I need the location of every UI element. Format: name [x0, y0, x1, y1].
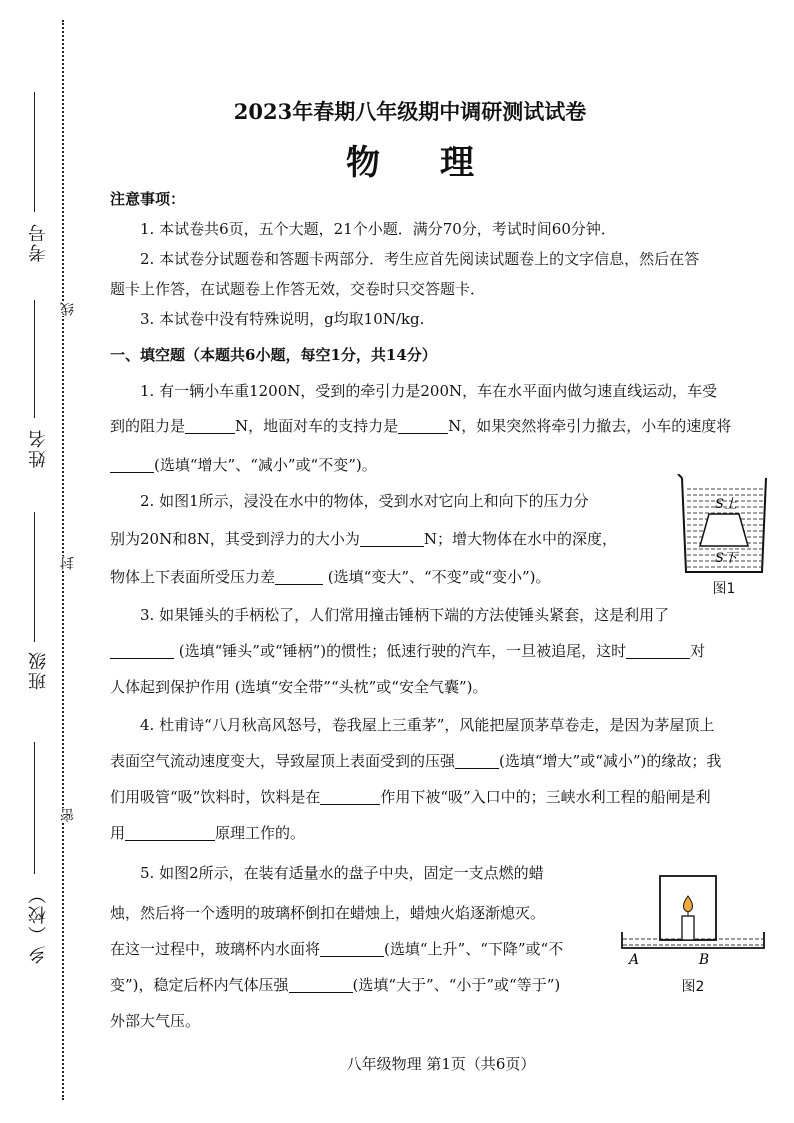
page-footer: 八年级物理 第1页（共6页） [346, 1055, 536, 1073]
q2-line2: 别为20N和8N，其受到浮力的大小为 N；增大物体在水中的深度， [110, 530, 618, 548]
figure-2-caption: 图2 [681, 979, 705, 995]
bottom-surface-label: S下 [715, 551, 737, 566]
q4-line1: 4. 杜甫诗“八月秋高风怒号，卷我屋上三重茅”，风能把屋顶茅草卷走，是因为茅屋顶上 [140, 716, 715, 734]
point-a-label: A [628, 952, 640, 968]
exam-no-line [34, 92, 35, 212]
answer-blank[interactable] [125, 822, 215, 841]
exam-title: 2023年春期八年级期中调研测试试卷 [233, 99, 587, 124]
exam-no-label: 考号 [28, 222, 49, 262]
answer-blank[interactable] [289, 974, 353, 993]
mark-seal-char: 封 [60, 556, 76, 570]
subject-title: 物理 [346, 143, 534, 183]
figure-1-caption: 图1 [712, 581, 736, 597]
answer-blank[interactable] [360, 528, 424, 547]
answer-blank[interactable] [398, 415, 448, 434]
q3-line2: (选填“锤头”或“锤柄”)的惯性；低速行驶的汽车，一旦被追尾，这时 对 [110, 636, 772, 666]
candle-cup-diagram [618, 870, 768, 970]
note-item: 题卡上作答，在试题卷上作答无效，交卷时只交答题卡． [110, 280, 486, 298]
answer-blank[interactable] [320, 938, 384, 957]
answer-blank[interactable] [110, 640, 174, 659]
class-line [34, 512, 35, 642]
answer-blank[interactable] [275, 566, 323, 585]
q5-line5: 外部大气压。 [110, 1012, 201, 1030]
note-item: 1. 本试卷共6页，五个大题，21个小题．满分70分，考试时间60分钟． [140, 220, 616, 238]
school-line [34, 742, 35, 874]
figure-2 [618, 870, 768, 996]
q2-line3: 物体上下表面所受压力差 (选填“变大”、“不变”或“变小”)。 [110, 568, 551, 586]
q3-line1: 3. 如果锤头的手柄松了，人们常用撞击锤柄下端的方法使锤头紧套，这是利用了 [140, 606, 670, 624]
notes-heading: 注意事项： [110, 190, 186, 208]
answer-blank[interactable] [320, 786, 380, 805]
point-b-label: B [698, 952, 710, 968]
top-surface-label: S上 [715, 497, 737, 512]
q1-line3: (选填“增大”、“减小”或“不变”)。 [110, 450, 772, 480]
q5-line3: 在这一过程中，玻璃杯内水面将 (选填“上升”、“下降”或“不 [110, 940, 564, 958]
class-label: 班级 [28, 650, 49, 690]
q1-line2: 到的阻力是 N，地面对车的支持力是 N，如果突然将牵引力撤去，小车的速度将 [110, 417, 732, 435]
q5-line1: 5. 如图2所示，在装有适量水的盘子中央，固定一支点燃的蜡 [140, 864, 544, 882]
q5-line4: 变”)，稳定后杯内气体压强 (选填“大于”、“小于”或“等于”) [110, 976, 561, 994]
mark-secret-char: 密 [60, 808, 76, 822]
answer-blank[interactable] [626, 640, 690, 659]
name-label: 姓名 [28, 428, 49, 468]
q5-line2: 烛，然后将一个透明的玻璃杯倒扣在蜡烛上，蜡烛火焰逐渐熄灭。 [110, 904, 546, 922]
q4-line4: 用 原理工作的。 [110, 824, 306, 842]
q4-line3: 们用吸管“吸”饮料时，饮料是在 作用下被“吸”入口中的；三峡水利工程的船闸是利 [110, 788, 711, 806]
section-heading: 一、填空题（本题共6小题，每空1分，共14分） [110, 346, 437, 364]
q2-line1: 2. 如图1所示，浸没在水中的物体，受到水对它向上和向下的压力分 [140, 492, 589, 510]
note-item: 3. 本试卷中没有特殊说明，g均取10N/kg. [140, 310, 425, 328]
flame-icon [684, 896, 693, 912]
beaker-diagram [676, 474, 772, 574]
school-label: 乡（校） [28, 884, 49, 964]
answer-blank[interactable] [110, 454, 154, 473]
q4-line2: 表面空气流动速度变大，导致屋顶上表面受到的压强 (选填“增大”或“减小”)的缘故；我 [110, 752, 722, 770]
q1-line1: 1. 有一辆小车重1200N，受到的牵引力是200N，车在水平面内做匀速直线运动，车受 [140, 382, 718, 400]
name-line [34, 300, 35, 418]
note-item: 2. 本试卷分试题卷和答题卡两部分．考生应首先阅读试题卷上的文字信息，然后在答 [140, 250, 700, 268]
answer-blank[interactable] [185, 415, 235, 434]
mark-line-char: 线 [60, 302, 76, 316]
q3-line3: 人体起到保护作用 (选填“安全带”“头枕”或“安全气囊”)。 [110, 678, 488, 696]
figure-1 [676, 474, 772, 598]
answer-blank[interactable] [455, 750, 499, 769]
